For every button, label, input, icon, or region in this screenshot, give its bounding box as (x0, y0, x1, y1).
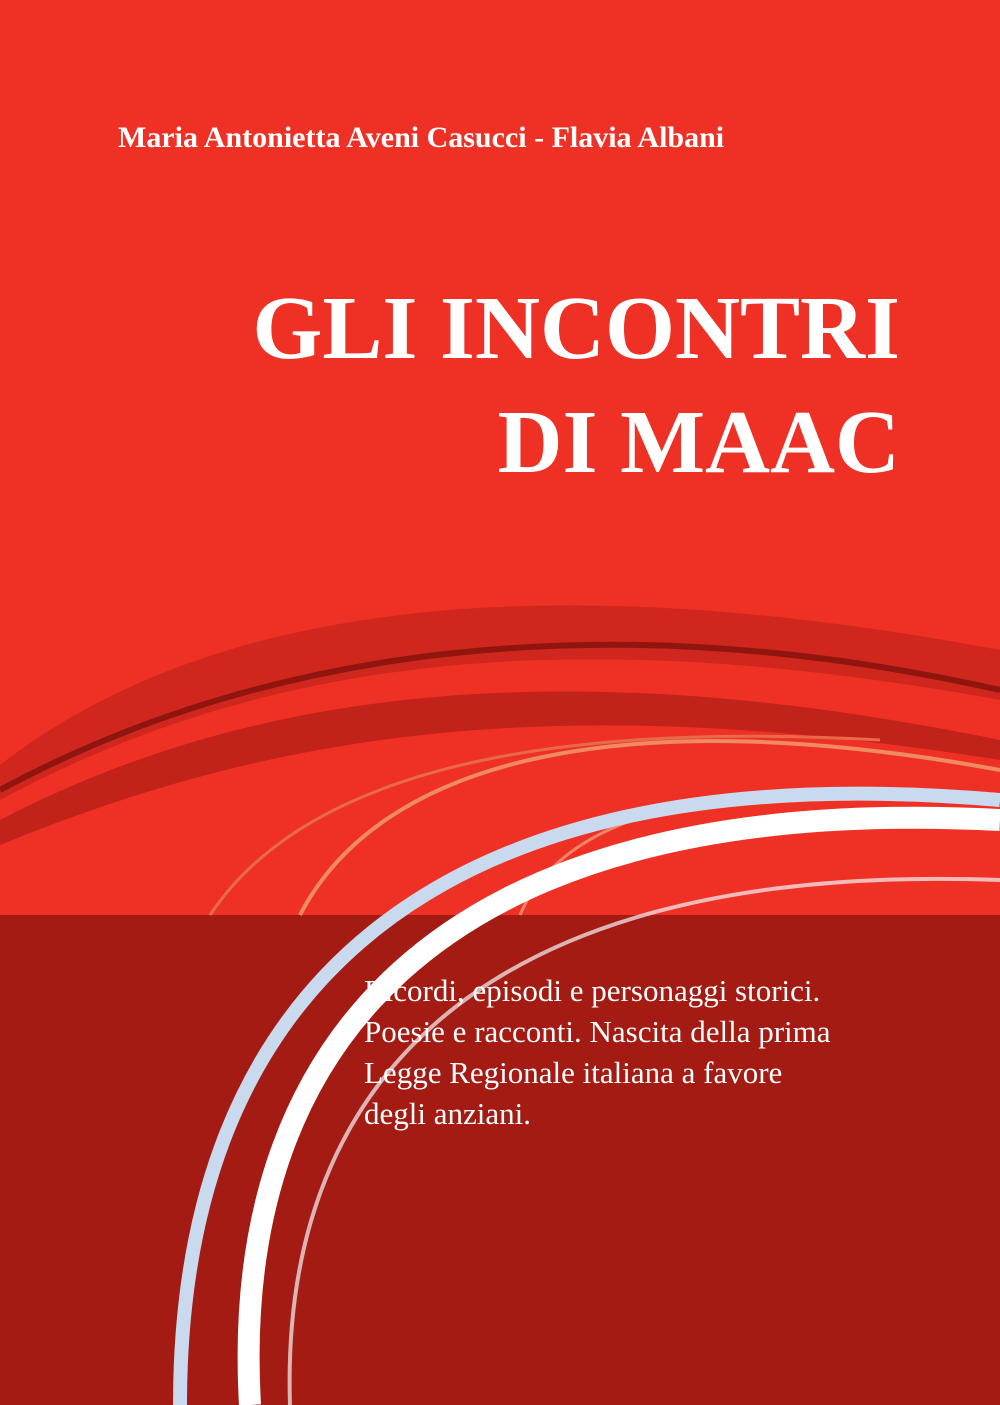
blurb-line-4: degli anziani. (364, 1096, 531, 1131)
cover-blurb (364, 970, 964, 1134)
swoosh-white-arc-inner (290, 879, 1000, 1405)
blurb-line-3: Legge Regionale italiana a favore (364, 1055, 783, 1090)
book-title-line-1: GLI INCONTRI (252, 279, 900, 378)
blurb-line-2: Poesie e racconti. Nascita della prima (364, 1014, 831, 1049)
blurb-line-1: Ricordi, episodi e personaggi storici. (364, 973, 821, 1008)
authors-line: Maria Antonietta Aveni Casucci - Flavia Albani (118, 121, 725, 154)
book-title (100, 272, 900, 500)
book-title-line-2: DI MAAC (497, 393, 900, 492)
